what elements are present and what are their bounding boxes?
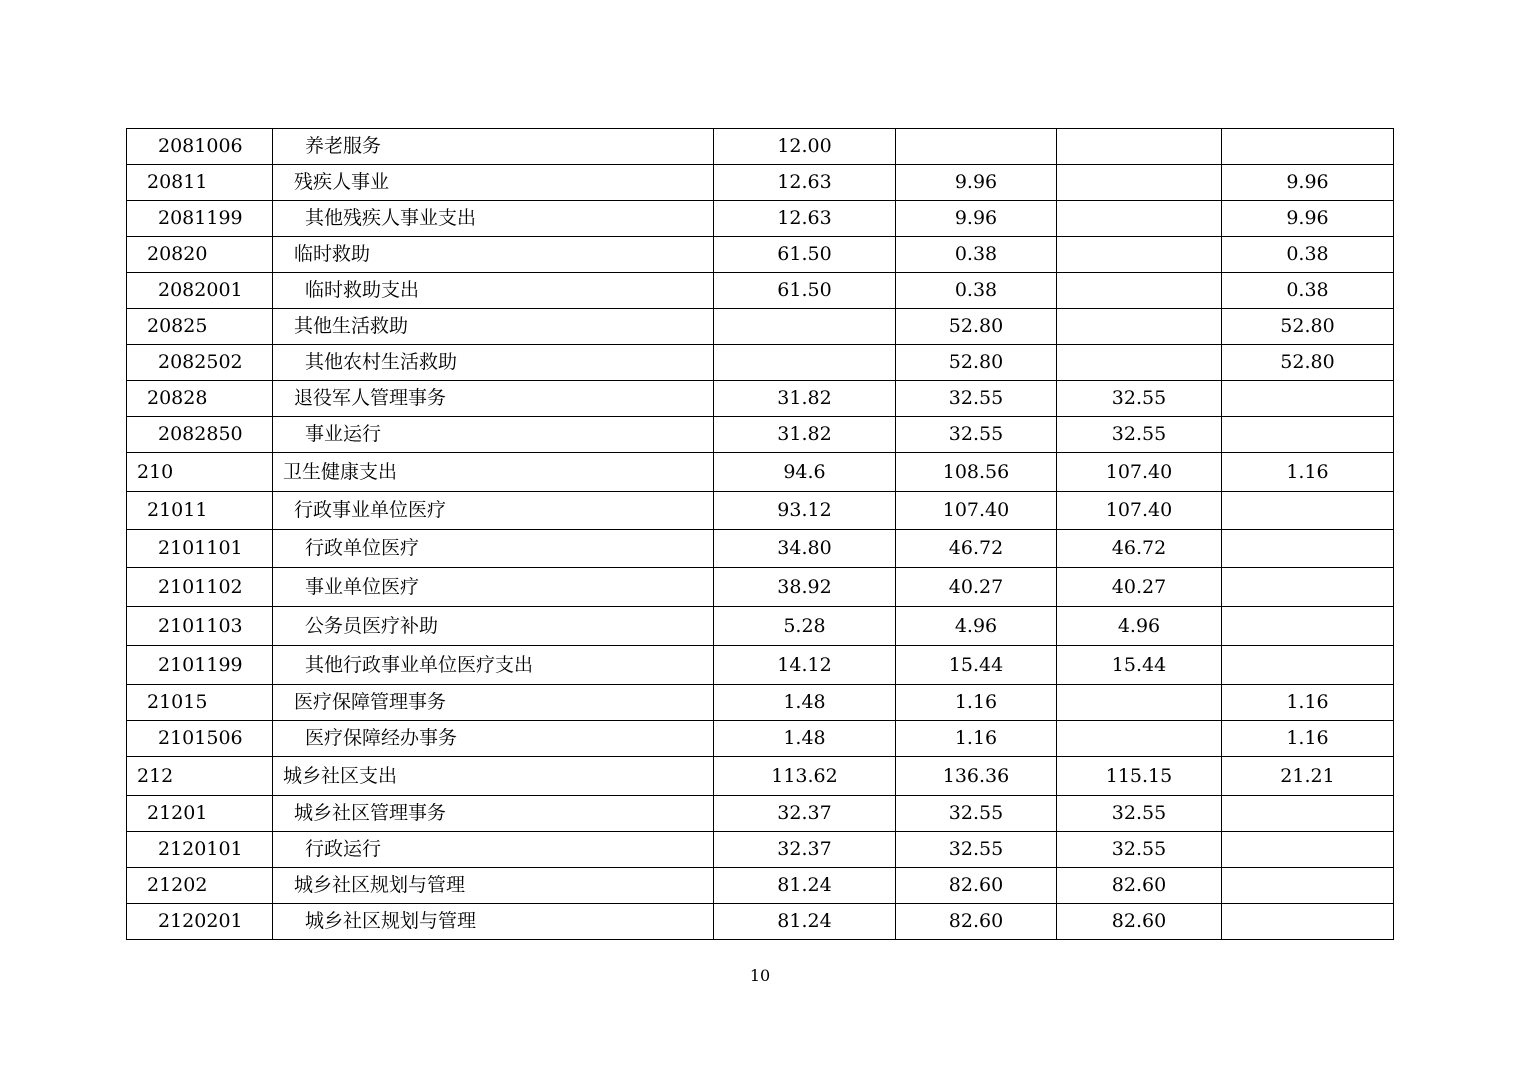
amount-cell: 31.82	[714, 381, 896, 417]
amount-cell	[1057, 309, 1222, 345]
subject-code-cell: 210	[127, 453, 273, 492]
amount-cell: 1.48	[714, 685, 896, 721]
subject-code-cell: 2082502	[127, 345, 273, 381]
table-row	[127, 646, 1394, 685]
amount-cell: 12.63	[714, 165, 896, 201]
amount-cell	[1222, 832, 1394, 868]
amount-cell	[1057, 237, 1222, 273]
subject-code-cell: 2101103	[127, 607, 273, 646]
subject-name-cell: 卫生健康支出	[273, 453, 714, 492]
amount-cell: 32.37	[714, 832, 896, 868]
amount-cell: 1.16	[1222, 453, 1394, 492]
amount-cell	[1057, 129, 1222, 165]
subject-code-cell: 20825	[127, 309, 273, 345]
amount-cell: 82.60	[1057, 868, 1222, 904]
amount-cell: 52.80	[896, 309, 1057, 345]
subject-code-cell: 2120201	[127, 904, 273, 940]
amount-cell	[1222, 796, 1394, 832]
amount-cell	[1222, 568, 1394, 607]
amount-cell: 81.24	[714, 904, 896, 940]
subject-code-cell: 20828	[127, 381, 273, 417]
amount-cell: 0.38	[896, 237, 1057, 273]
subject-code-cell: 21011	[127, 492, 273, 530]
amount-cell: 1.16	[896, 685, 1057, 721]
table-row	[127, 721, 1394, 757]
amount-cell: 32.55	[896, 417, 1057, 453]
table-row	[127, 904, 1394, 940]
subject-name-cell: 行政事业单位医疗	[273, 492, 714, 530]
amount-cell: 32.55	[1057, 796, 1222, 832]
subject-code-cell: 2101102	[127, 568, 273, 607]
amount-cell: 32.37	[714, 796, 896, 832]
amount-cell: 9.96	[1222, 165, 1394, 201]
subject-name-cell: 其他生活救助	[273, 309, 714, 345]
amount-cell: 32.55	[1057, 417, 1222, 453]
table-row	[127, 417, 1394, 453]
table-row	[127, 607, 1394, 646]
subject-name-cell: 临时救助支出	[273, 273, 714, 309]
amount-cell	[1057, 685, 1222, 721]
amount-cell: 38.92	[714, 568, 896, 607]
amount-cell	[1057, 273, 1222, 309]
subject-code-cell: 20820	[127, 237, 273, 273]
amount-cell: 0.38	[1222, 237, 1394, 273]
table-row	[127, 201, 1394, 237]
amount-cell	[1057, 201, 1222, 237]
amount-cell: 52.80	[1222, 345, 1394, 381]
amount-cell	[896, 129, 1057, 165]
amount-cell: 12.00	[714, 129, 896, 165]
amount-cell: 1.16	[896, 721, 1057, 757]
table-row	[127, 237, 1394, 273]
subject-name-cell: 其他农村生活救助	[273, 345, 714, 381]
amount-cell: 0.38	[896, 273, 1057, 309]
amount-cell: 32.55	[1057, 381, 1222, 417]
table-row	[127, 868, 1394, 904]
amount-cell: 15.44	[896, 646, 1057, 685]
table-row	[127, 309, 1394, 345]
subject-name-cell: 城乡社区规划与管理	[273, 904, 714, 940]
amount-cell: 32.55	[896, 381, 1057, 417]
amount-cell	[1222, 607, 1394, 646]
subject-code-cell: 21202	[127, 868, 273, 904]
amount-cell	[1057, 721, 1222, 757]
table-row	[127, 492, 1394, 530]
subject-code-cell: 20811	[127, 165, 273, 201]
table-row	[127, 757, 1394, 796]
amount-cell: 81.24	[714, 868, 896, 904]
amount-cell: 1.16	[1222, 685, 1394, 721]
amount-cell: 107.40	[1057, 492, 1222, 530]
amount-cell: 9.96	[896, 165, 1057, 201]
table-row	[127, 530, 1394, 568]
amount-cell: 94.6	[714, 453, 896, 492]
amount-cell	[1057, 165, 1222, 201]
subject-name-cell: 事业运行	[273, 417, 714, 453]
subject-code-cell: 2082850	[127, 417, 273, 453]
amount-cell: 34.80	[714, 530, 896, 568]
subject-code-cell: 21015	[127, 685, 273, 721]
amount-cell: 93.12	[714, 492, 896, 530]
amount-cell: 21.21	[1222, 757, 1394, 796]
amount-cell: 61.50	[714, 237, 896, 273]
subject-name-cell: 城乡社区支出	[273, 757, 714, 796]
subject-code-cell: 2101506	[127, 721, 273, 757]
amount-cell	[1222, 646, 1394, 685]
subject-name-cell: 行政单位医疗	[273, 530, 714, 568]
amount-cell: 12.63	[714, 201, 896, 237]
amount-cell: 113.62	[714, 757, 896, 796]
table-row	[127, 381, 1394, 417]
amount-cell: 61.50	[714, 273, 896, 309]
subject-code-cell: 2120101	[127, 832, 273, 868]
subject-name-cell: 行政运行	[273, 832, 714, 868]
page-number: 10	[749, 966, 771, 985]
amount-cell: 52.80	[1222, 309, 1394, 345]
amount-cell: 4.96	[1057, 607, 1222, 646]
amount-cell: 46.72	[896, 530, 1057, 568]
table-row	[127, 796, 1394, 832]
amount-cell: 107.40	[896, 492, 1057, 530]
amount-cell: 15.44	[1057, 646, 1222, 685]
amount-cell: 9.96	[1222, 201, 1394, 237]
amount-cell: 32.55	[896, 796, 1057, 832]
amount-cell: 40.27	[896, 568, 1057, 607]
subject-name-cell: 临时救助	[273, 237, 714, 273]
subject-code-cell: 21201	[127, 796, 273, 832]
subject-code-cell: 2101101	[127, 530, 273, 568]
subject-code-cell: 2081199	[127, 201, 273, 237]
subject-name-cell: 退役军人管理事务	[273, 381, 714, 417]
subject-name-cell: 其他残疾人事业支出	[273, 201, 714, 237]
subject-name-cell: 残疾人事业	[273, 165, 714, 201]
table-row	[127, 273, 1394, 309]
table-row	[127, 165, 1394, 201]
table-row	[127, 129, 1394, 165]
amount-cell: 46.72	[1057, 530, 1222, 568]
table-body	[127, 129, 1394, 940]
subject-name-cell: 公务员医疗补助	[273, 607, 714, 646]
amount-cell: 4.96	[896, 607, 1057, 646]
amount-cell	[1222, 381, 1394, 417]
amount-cell	[1057, 345, 1222, 381]
subject-name-cell: 城乡社区管理事务	[273, 796, 714, 832]
amount-cell: 5.28	[714, 607, 896, 646]
amount-cell: 14.12	[714, 646, 896, 685]
table-row	[127, 568, 1394, 607]
amount-cell: 82.60	[1057, 904, 1222, 940]
amount-cell: 136.36	[896, 757, 1057, 796]
subject-code-cell: 2082001	[127, 273, 273, 309]
amount-cell	[1222, 417, 1394, 453]
amount-cell: 52.80	[896, 345, 1057, 381]
table-row	[127, 685, 1394, 721]
amount-cell	[1222, 492, 1394, 530]
amount-cell	[1222, 868, 1394, 904]
subject-name-cell: 医疗保障经办事务	[273, 721, 714, 757]
amount-cell: 115.15	[1057, 757, 1222, 796]
amount-cell	[1222, 129, 1394, 165]
subject-name-cell: 城乡社区规划与管理	[273, 868, 714, 904]
table-row	[127, 832, 1394, 868]
amount-cell: 31.82	[714, 417, 896, 453]
amount-cell	[714, 345, 896, 381]
amount-cell: 82.60	[896, 868, 1057, 904]
table-row	[127, 453, 1394, 492]
amount-cell: 32.55	[1057, 832, 1222, 868]
subject-name-cell: 其他行政事业单位医疗支出	[273, 646, 714, 685]
subject-code-cell: 2081006	[127, 129, 273, 165]
subject-name-cell: 医疗保障管理事务	[273, 685, 714, 721]
amount-cell: 1.48	[714, 721, 896, 757]
amount-cell: 1.16	[1222, 721, 1394, 757]
amount-cell: 108.56	[896, 453, 1057, 492]
amount-cell: 107.40	[1057, 453, 1222, 492]
amount-cell	[1222, 904, 1394, 940]
amount-cell: 40.27	[1057, 568, 1222, 607]
amount-cell: 32.55	[896, 832, 1057, 868]
amount-cell	[714, 309, 896, 345]
subject-code-cell: 2101199	[127, 646, 273, 685]
subject-name-cell: 养老服务	[273, 129, 714, 165]
subject-code-cell: 212	[127, 757, 273, 796]
table-row	[127, 345, 1394, 381]
amount-cell: 9.96	[896, 201, 1057, 237]
amount-cell: 82.60	[896, 904, 1057, 940]
amount-cell: 0.38	[1222, 273, 1394, 309]
budget-table	[126, 128, 1394, 940]
amount-cell	[1222, 530, 1394, 568]
subject-name-cell: 事业单位医疗	[273, 568, 714, 607]
